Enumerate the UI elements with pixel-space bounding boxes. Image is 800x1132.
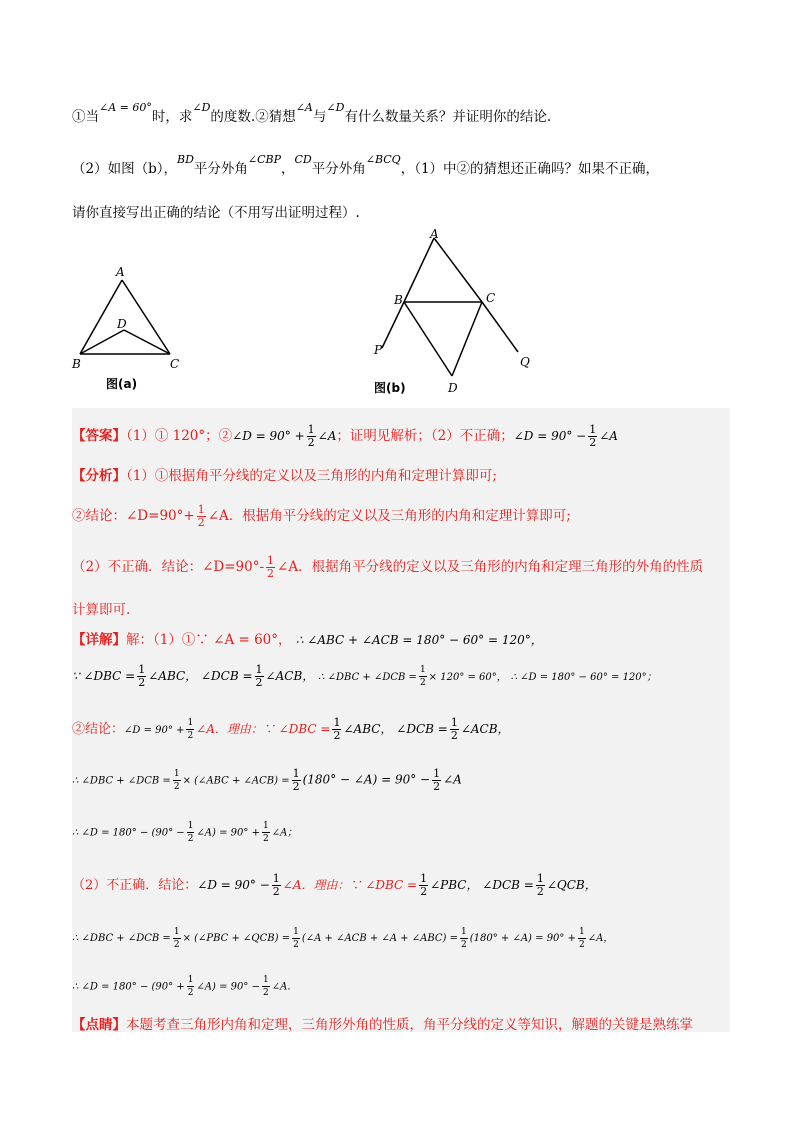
label-q: Q: [520, 355, 530, 369]
fraction-num: 1: [187, 718, 194, 728]
fraction-half: [187, 974, 195, 999]
fraction-half: [450, 717, 459, 742]
fraction-den: 2: [173, 782, 180, 792]
fraction-den: 2: [293, 940, 299, 950]
fraction-half: [255, 664, 264, 689]
detail-line-8: [72, 974, 730, 999]
fraction-num: 1: [262, 821, 269, 831]
math: ∴ ∠ABC + ∠ACB = 180° − 60° = 120°，: [295, 633, 543, 647]
fraction-num: 1: [420, 872, 428, 885]
comment-line: [72, 1016, 730, 1034]
text: （1）①根据角平分线的定义以及三角形的内角和定理计算即可;: [126, 468, 497, 484]
fraction-num: 1: [307, 423, 315, 436]
fraction-half: [197, 504, 206, 529]
analysis-tag: 【分析】: [72, 468, 126, 484]
figure-b-caption: 图(b): [374, 381, 406, 395]
math: ∠D = 90° +: [124, 725, 185, 736]
fraction-half: [460, 926, 468, 951]
math: ∴ ∠DBC + ∠DCB =: [72, 933, 171, 944]
math: ∵ ∠DBC =: [72, 669, 136, 683]
fraction-num: 1: [333, 716, 341, 729]
math: ∠DCB =: [396, 722, 448, 736]
fraction-num: 1: [272, 872, 280, 885]
label-c: C: [486, 291, 496, 305]
fraction-half: [266, 555, 275, 580]
fraction-half: [262, 974, 270, 999]
fraction-num: 1: [262, 975, 269, 985]
text: ，（1）中②的猜想还正确吗？如果不正确，: [400, 161, 660, 177]
analysis-line-3: [72, 555, 730, 580]
detail-line-6: [72, 873, 730, 898]
math-cd: CD: [294, 153, 312, 166]
ray-bp: [382, 302, 404, 348]
fraction-num: 1: [255, 663, 263, 676]
fraction-den: 2: [433, 780, 441, 793]
math: (180° − ∠A) = 90° −: [302, 772, 431, 787]
fraction-half: [187, 820, 195, 845]
math: (∠A + ∠ACB + ∠A + ∠ABC) =: [301, 933, 458, 944]
fraction-half: [588, 424, 597, 449]
math: (180° + ∠A) = 90° +: [469, 933, 576, 944]
text: 的度数.②猜想: [210, 109, 296, 125]
detail-line-7: [72, 926, 730, 951]
analysis-line-1: [72, 467, 730, 485]
fraction-num: 1: [267, 554, 275, 567]
fraction-den: 2: [187, 988, 194, 998]
text: 平分外角: [193, 161, 248, 177]
problem-line-2: [72, 153, 730, 179]
math-bd: BD: [176, 153, 194, 166]
problem-line-3: 请你直接写出正确的结论（不用写出证明过程）.: [72, 205, 360, 221]
math: ∠A) = 90° +: [196, 827, 260, 839]
fraction-half: [536, 873, 545, 898]
fraction-num: 1: [187, 821, 194, 831]
math: ∠ACB，: [460, 722, 510, 736]
fraction-half: [432, 768, 441, 793]
detail-tag: 【详解】: [72, 632, 126, 648]
detail-line-3: [72, 717, 730, 742]
label-c: C: [170, 357, 180, 371]
text: ①当: [72, 109, 99, 125]
math: ∴ ∠D = 180° − (90° +: [72, 981, 185, 993]
fraction-half: [173, 926, 181, 951]
segment-bd: [404, 302, 452, 376]
segment-cd: [452, 302, 482, 376]
fraction-den: 2: [420, 885, 428, 898]
fraction-num: 1: [173, 927, 180, 937]
analysis-line-2: [72, 504, 730, 529]
label-d: D: [117, 317, 127, 331]
fraction-half: [292, 768, 301, 793]
detail-line-2: [72, 664, 730, 689]
fraction-num: 1: [589, 423, 597, 436]
math: ∠ACB，: [265, 669, 315, 683]
text: （2）不正确．结论：: [72, 878, 198, 893]
math: ∠A: [443, 772, 462, 787]
math-angle-a-60: ∠A = 60°: [99, 101, 152, 114]
detail-line-1: [72, 631, 730, 649]
math: ∠A: [599, 429, 618, 443]
fraction-half: [292, 926, 300, 951]
segment-ac: [122, 280, 170, 354]
fraction-num: 1: [536, 872, 544, 885]
fraction-half: [419, 873, 428, 898]
math-angle-d: ∠D: [192, 101, 211, 114]
fraction-num: 1: [138, 663, 146, 676]
figure-a: [66, 262, 196, 394]
problem-line-1: [72, 101, 730, 127]
figure-b: [368, 226, 538, 398]
text: ∠A．根据角平分线的定义以及三角形的内角和定理三角形的外角的性质: [277, 559, 704, 575]
fraction-num: 1: [187, 975, 194, 985]
fraction-half: [186, 717, 194, 742]
fraction-den: 2: [197, 516, 205, 529]
text: 平分外角: [311, 161, 366, 177]
math: × (∠ABC + ∠ACB) =: [182, 775, 290, 787]
fraction-den: 2: [450, 729, 458, 742]
fraction-half: [332, 717, 341, 742]
math: ∠QCB，: [546, 878, 597, 892]
fraction-half: [262, 820, 270, 845]
text: 解：（1）①∵ ∠A = 60°，: [126, 632, 292, 648]
text: ②结论：∠D=90°+: [72, 508, 195, 524]
math: × 120° = 60°，: [428, 672, 507, 683]
math: ∠D = 90° −: [513, 429, 587, 443]
fraction-half: [137, 664, 146, 689]
text: 与: [312, 109, 327, 125]
math: ∠ABC，: [148, 669, 198, 683]
math-angle-d: ∠D: [326, 101, 345, 114]
fraction-half: [578, 926, 586, 951]
answer-tag: 【答案】: [72, 428, 126, 444]
label-b: B: [72, 357, 81, 371]
fraction-den: 2: [333, 729, 341, 742]
text: ②结论：: [72, 722, 125, 737]
math-angle-cbp: ∠CBP: [247, 153, 282, 166]
fraction-num: 1: [292, 767, 300, 780]
fraction-den: 2: [138, 676, 146, 689]
text: （2）如图（b），: [72, 161, 177, 177]
fraction-den: 2: [292, 780, 300, 793]
fraction-num: 1: [450, 716, 458, 729]
text: （2）不正确．结论：∠D=90°-: [72, 559, 265, 575]
detail-line-5: [72, 820, 730, 845]
fraction-num: 1: [461, 927, 467, 937]
fraction-den: 2: [307, 436, 315, 449]
math: ∠DCB =: [482, 878, 534, 892]
fraction-den: 2: [255, 676, 263, 689]
text: ∠A．根据角平分线的定义以及三角形的内角和定理计算即可;: [207, 508, 571, 524]
fraction-den: 2: [262, 834, 269, 844]
label-b: B: [394, 293, 403, 307]
fraction-den: 2: [272, 885, 280, 898]
detail-line-4: [72, 768, 730, 793]
math: ∴ ∠D = 180° − (90° −: [72, 827, 185, 839]
math: ∠D = 90° +: [232, 429, 305, 443]
text: （1）① 120°；②: [126, 428, 233, 444]
fraction-half: [272, 873, 281, 898]
math: ∠A，: [587, 933, 614, 944]
segment-ab: [404, 238, 434, 302]
fraction-den: 2: [262, 988, 269, 998]
math: ∠A．理由：∵ ∠DBC =: [196, 722, 331, 736]
math: ∠A；: [271, 827, 298, 839]
math: ∴ ∠D = 180° − 60° = 120°；: [510, 672, 657, 683]
math: ∠PBC，: [430, 878, 479, 892]
math: ∠A) = 90° −: [196, 981, 260, 993]
fraction-num: 1: [578, 927, 585, 937]
fraction-num: 1: [433, 767, 441, 780]
label-a: A: [116, 265, 125, 279]
math-angle-a: ∠A: [295, 101, 313, 114]
fraction-den: 2: [187, 834, 194, 844]
text: 时，求: [151, 109, 193, 125]
analysis-line-4: 计算即可.: [72, 602, 131, 618]
answer-line: [72, 424, 730, 449]
fraction-num: 1: [197, 503, 205, 516]
fraction-num: 1: [419, 665, 426, 675]
math-angle-bcq: ∠BCQ: [365, 153, 401, 166]
label-a: A: [430, 227, 439, 241]
math: ∠ABC，: [343, 722, 393, 736]
fraction-num: 1: [173, 769, 180, 779]
fraction-den: 2: [419, 678, 426, 688]
fraction-den: 2: [187, 731, 194, 741]
math: × (∠PBC + ∠QCB) =: [182, 933, 291, 944]
figure-a-caption: 图(a): [106, 377, 138, 391]
label-d: D: [448, 381, 458, 395]
fraction-num: 1: [293, 927, 299, 937]
fraction-den: 2: [578, 940, 585, 950]
math: ∠A．理由：∵ ∠DBC =: [282, 878, 418, 892]
label-p: P: [374, 343, 383, 357]
math: ∠A．: [271, 981, 298, 993]
fraction-den: 2: [589, 436, 597, 449]
fraction-den: 2: [461, 940, 467, 950]
fraction-half: [419, 664, 427, 689]
fraction-half: [173, 768, 181, 793]
fraction-den: 2: [536, 885, 544, 898]
ray-cq: [482, 302, 518, 352]
math: ∴ ∠DBC + ∠DCB =: [318, 672, 417, 683]
text: 有什么数量关系？并证明你的结论.: [344, 109, 552, 125]
fraction-den: 2: [173, 940, 180, 950]
fraction-den: 2: [267, 567, 275, 580]
math: ∠D = 90° −: [197, 878, 270, 892]
text: ，: [281, 161, 295, 177]
math: ∠DCB =: [201, 669, 253, 683]
segment-ac: [434, 238, 482, 302]
comment-tag: 【点睛】: [72, 1017, 126, 1033]
fraction-half: [307, 424, 316, 449]
text: ；证明见解析；（2）不正确；: [336, 428, 514, 444]
text: 本题考查三角形内角和定理，三角形外角的性质，角平分线的定义等知识，解题的关键是熟练掌: [126, 1017, 693, 1033]
math: ∴ ∠DBC + ∠DCB =: [72, 775, 171, 787]
math: ∠A: [317, 429, 337, 443]
